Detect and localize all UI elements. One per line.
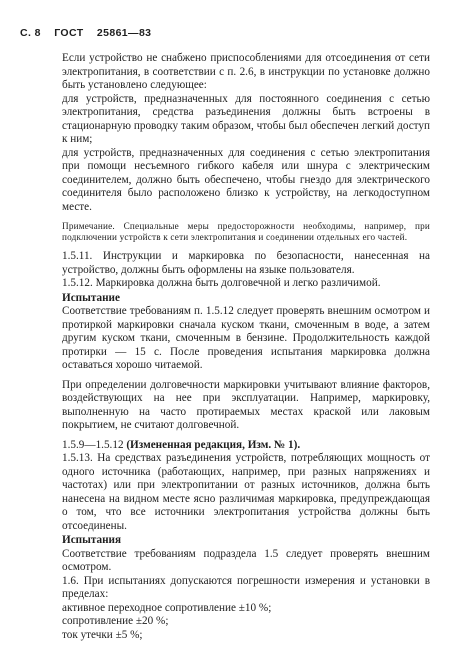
clause-1-5-11: 1.5.11. Инструкции и маркировка по безопасности, нанесенная на устройство, должны быть оформлены на языке пользователя. [62, 250, 430, 276]
standard-number: 25861—83 [96, 27, 152, 39]
amendment-note: 1.5.9—1.5.12 (Измененная редакция, Изм. № 1). [62, 438, 301, 451]
subheading-test: Испытание [62, 291, 120, 304]
paragraph: Соответствие требованиям подраздела 1.5 следует проверять внешним осмотром. [62, 547, 430, 573]
clause-1-5-13: 1.5.13. На средствах разъединения устройств, потребляющих мощность от одного источника (работающих, например, при разных напряжениях и частотах) или при электропитании от разных источников, должна быть нанесена на видном месте ясно различимая маркировка, предупреждающая о том, что все источники электропитания устройства должны быть отсоединены. [62, 452, 430, 532]
paragraph: При определении долговечности маркировки учитывают влияние факторов, воздействующих на нее при эксплуатации. Например, маркировку, выполненную на часто протираемых местах краской или лаковым покрытием, не считают долговечной. [62, 378, 430, 431]
page-number: С. 8 [20, 27, 41, 39]
subheading-tests: Испытания [62, 534, 122, 546]
paragraph: для устройств, предназначенных для постоянного соединения с сетью электропитания, средства разъединения должны быть встроены в стационарную проводку таким образом, чтобы был обеспечен легкий доступ к ним; [62, 92, 430, 145]
clause-1-5-12: 1.5.12. Маркировка должна быть долговечной и легко различимой. [62, 277, 381, 289]
document-body [62, 52, 430, 642]
paragraph: Если устройство не снабжено приспособлениями для отсоединения от сети электропитания, в соответствии с п. 2.6, в инструкции по установке должно быть установлено следующее: [62, 52, 430, 91]
standard-label: ГОСТ [54, 27, 84, 39]
paragraph: для устройств, предназначенных для соединения с сетью электропитания при помощи несъемного гибкого кабеля или шнура с электрическим соединителем, должно быть обеспечено, чтобы гнездо для электрического соединителя было расположено близко к устройству, на легкодоступном месте. [62, 146, 430, 213]
page-header [20, 27, 161, 39]
tolerance-item: активное переходное сопротивление ±10 %; [62, 601, 272, 614]
note: Примечание. Специальные меры предосторожности необходимы, например, при подключении устройств к сети электропитания и соединении отдельных его частей. [62, 221, 430, 242]
tolerance-item: сопротивление ±20 %; [62, 615, 169, 627]
paragraph: Соответствие требованиям п. 1.5.12 следует проверять внешним осмотром и протиркой маркировки сначала куском ткани, смоченным в воде, а затем другим куском ткани, смоченным в бензине. Продолжительность каждой протирки — 15 с. После проведения испытания маркировка должна оставаться хорошо читаемой. [62, 305, 430, 371]
clause-1-6: 1.6. При испытаниях допускаются погрешности измерения и установки в пределах: [62, 574, 430, 600]
tolerance-item: ток утечки ±5 %; [62, 628, 143, 641]
